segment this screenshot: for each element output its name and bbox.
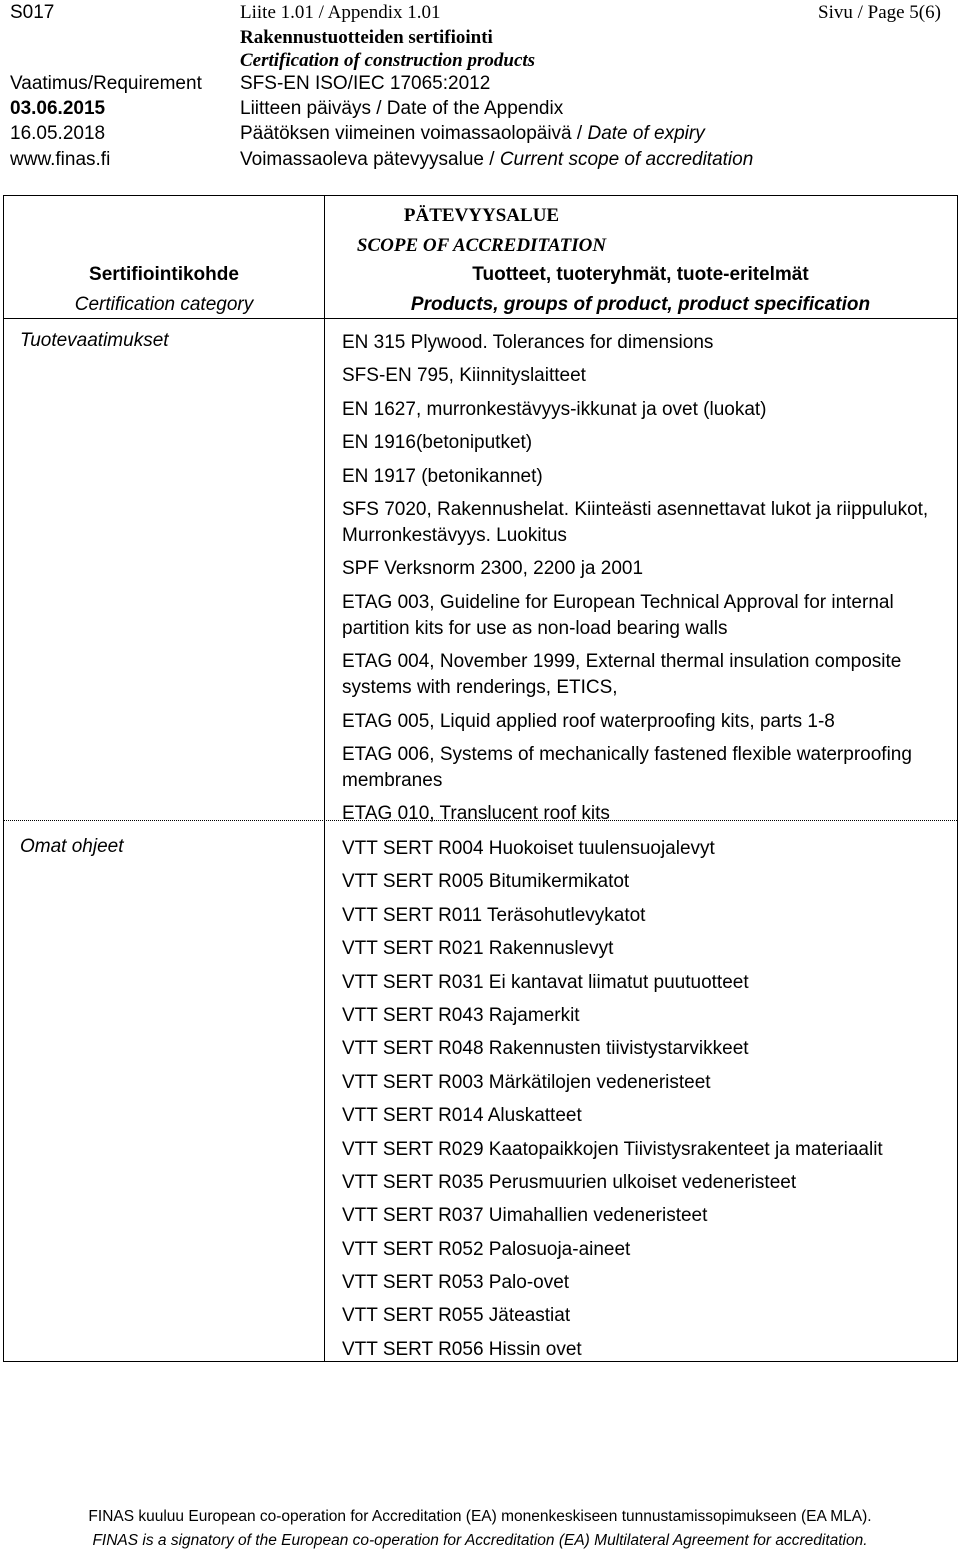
- list-item: ETAG 004, November 1999, External thermal insulation composite systems with renderings, ETICS,: [342, 651, 902, 699]
- appendix-label: Liite 1.01 / Appendix 1.01: [240, 2, 441, 23]
- list-item: ETAG 010, Translucent roof kits: [342, 803, 610, 825]
- column-divider: [324, 196, 325, 1361]
- list-item: VTT SERT R003 Märkätilojen vedeneristeet: [342, 1071, 711, 1093]
- list-item: ETAG 006, Systems of mechanically fastened flexible waterproofing membranes: [342, 743, 912, 791]
- own-guidelines-list: [342, 836, 942, 1370]
- website: www.finas.fi: [10, 149, 111, 170]
- scope-label-fi: Voimassaoleva pätevyysalue /: [240, 149, 500, 170]
- title-en: Certification of construction products: [240, 50, 536, 71]
- footer-en: FINAS is a signatory of the European co-operation for Accreditation (EA) Multilateral Agreement for accreditation.: [92, 1532, 868, 1549]
- requirement-value: SFS-EN ISO/IEC 17065:2012: [240, 73, 491, 94]
- col2-fi: Tuotteet, tuoteryhmät, tuote-eritelmät: [472, 264, 809, 285]
- list-item: EN 1917 (betonikannet): [342, 465, 543, 487]
- category-product-requirements: Tuotevaatimukset: [20, 330, 169, 351]
- list-item: VTT SERT R011 Teräsohutlevykatot: [342, 904, 646, 926]
- list-item: EN 315 Plywood. Tolerances for dimensions: [342, 332, 714, 353]
- page-footer: [0, 1505, 960, 1553]
- list-item: VTT SERT R043 Rajamerkit: [342, 1004, 580, 1026]
- list-item: VTT SERT R055 Jäteastiat: [342, 1305, 571, 1327]
- expiry-label: [240, 121, 705, 147]
- page-number: Sivu / Page 5(6): [818, 2, 941, 23]
- list-item: SFS-EN 795, Kiinnityslaitteet: [342, 365, 586, 387]
- product-requirements-list: [342, 330, 942, 835]
- list-item: VTT SERT R031 Ei kantavat liimatut puutuotteet: [342, 971, 749, 993]
- expiry-label-en: Date of expiry: [587, 123, 705, 144]
- list-item: EN 1627, murronkestävyys-ikkunat ja ovet (luokat): [342, 398, 767, 420]
- requirement-label: Vaatimus/Requirement: [10, 73, 202, 94]
- list-item: VTT SERT R021 Rakennuslevyt: [342, 938, 614, 960]
- list-item: ETAG 003, Guideline for European Technical Approval for internal partition kits for use as non-load bearing walls: [342, 591, 894, 639]
- category-own-guidelines: Omat ohjeet: [20, 836, 124, 857]
- doc-code: S017: [10, 2, 55, 23]
- list-item: VTT SERT R014 Aluskatteet: [342, 1105, 582, 1127]
- list-item: SPF Verksnorm 2300, 2200 ja 2001: [342, 558, 644, 580]
- expiry-date: 16.05.2018: [10, 123, 106, 144]
- scope-title: [324, 201, 639, 261]
- title-fi: Rakennustuotteiden sertifiointi: [240, 27, 493, 48]
- list-item: EN 1916(betoniputket): [342, 432, 533, 454]
- list-item: VTT SERT R053 Palo-ovet: [342, 1272, 570, 1294]
- col1-fi: Sertifiointikohde: [89, 264, 239, 285]
- list-item: VTT SERT R052 Palosuoja-aineet: [342, 1238, 631, 1260]
- appendix-date-label: Liitteen päiväys / Date of the Appendix: [240, 98, 564, 119]
- scope-table: [3, 195, 958, 1362]
- list-item: VTT SERT R037 Uimahallien vedeneristeet: [342, 1205, 708, 1227]
- appendix-date: 03.06.2015: [10, 98, 106, 119]
- scope-label-en: Current scope of accreditation: [499, 149, 754, 170]
- scope-title-en: SCOPE OF ACCREDITATION: [356, 235, 607, 256]
- list-item: VTT SERT R048 Rakennusten tiivistystarvikkeet: [342, 1038, 749, 1060]
- list-item: VTT SERT R056 Hissin ovet: [342, 1338, 582, 1360]
- col1-en: Certification category: [74, 294, 254, 315]
- list-item: VTT SERT R029 Kaatopaikkojen Tiivistysrakenteet ja materiaalit: [342, 1138, 883, 1160]
- expiry-label-fi: Päätöksen viimeinen voimassaolopäivä /: [240, 123, 588, 144]
- scope-label: [240, 147, 753, 173]
- column-header-category: [4, 260, 324, 320]
- scope-title-fi: PÄTEVYYSALUE: [403, 205, 560, 226]
- col2-en: Products, groups of product, product specification: [410, 294, 871, 315]
- list-item: VTT SERT R005 Bitumikermikatot: [342, 871, 630, 893]
- list-item: SFS 7020, Rakennushelat. Kiinteästi asennettavat lukot ja riippulukot, Murronkestävyys. Luokitus: [342, 498, 929, 546]
- list-item: VTT SERT R004 Huokoiset tuulensuojalevyt: [342, 838, 715, 859]
- footer-fi: FINAS kuuluu European co-operation for Accreditation (EA) monenkeskiseen tunnustamissopimukseen (EA MLA).: [88, 1508, 872, 1525]
- list-item: VTT SERT R035 Perusmuurien ulkoiset vedeneristeet: [342, 1171, 797, 1193]
- list-item: ETAG 005, Liquid applied roof waterproofing kits, parts 1-8: [342, 710, 835, 732]
- column-header-products: [324, 260, 957, 320]
